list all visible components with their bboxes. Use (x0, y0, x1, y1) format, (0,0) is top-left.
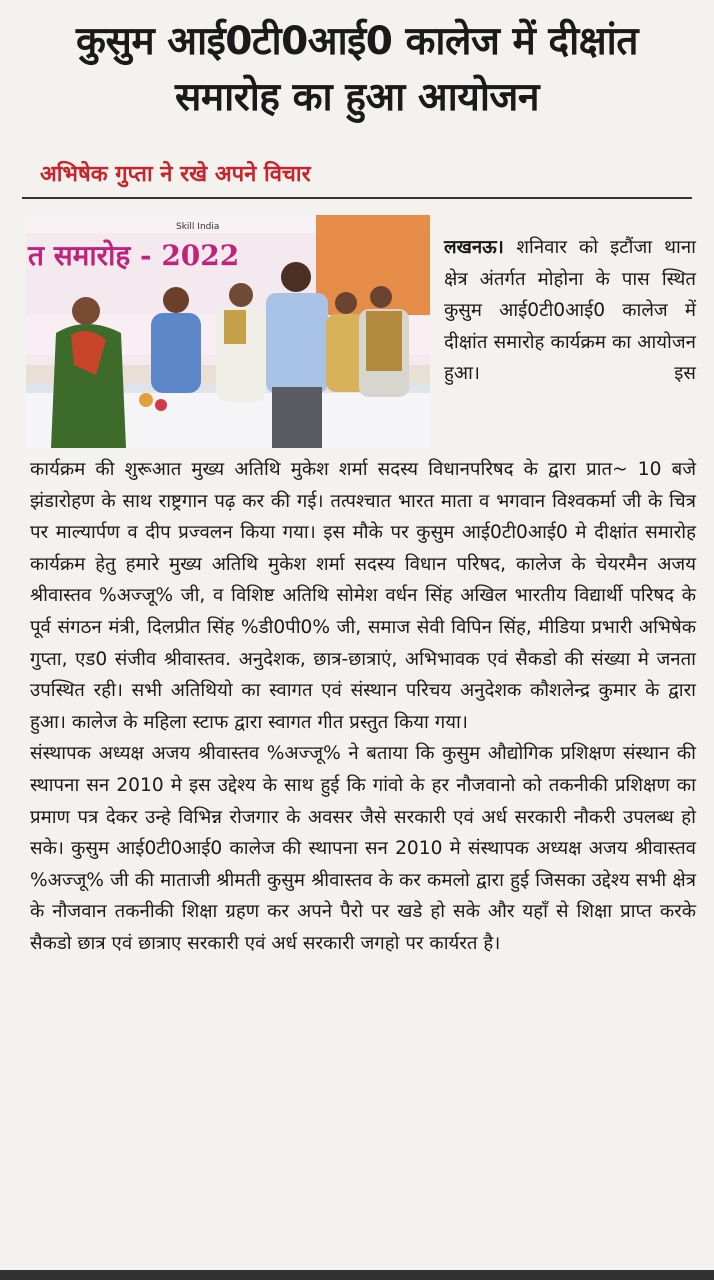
event-photo (26, 215, 430, 448)
divider-rule (22, 197, 692, 199)
subheadline: अभिषेक गुप्ता ने रखे अपने विचार (40, 162, 311, 187)
lede-text: शनिवार को इटौंजा थाना क्षेत्र अंतर्गत मोहोना के पास स्थित कुसुम आई0टी0आई0 कालेज में दीक्षांत समारोह कार्यक्रम का आयोजन हुआ। इस (444, 237, 696, 385)
skill-india-logo: Skill India (176, 222, 220, 232)
lede-paragraph (444, 232, 696, 390)
headline (18, 14, 696, 126)
headline-line-1: कुसुम आई0टी0आई0 कालेज में दीक्षांत (76, 19, 638, 64)
event-photo-illustration (26, 215, 430, 448)
paragraph-1: कार्यक्रम की शुरूआत मुख्य अतिथि मुकेश शर्मा सदस्य विधानपरिषद के द्वारा प्रात~ 10 बजे झंडारोहण के साथ राष्ट्रगान पढ़ कर की गई। तत्पश्चात भारत माता व भगवान विश्वकर्मा जी के चित्र पर माल्यार्पण व दीप प्रज्वलन किया गया। इस मौके पर कुसुम आई0टी0आई0 मे दीक्षांत समारोह कार्यक्रम हेतु हमारे मुख्य अतिथि मुकेश शर्मा सदस्य विधान परिषद, कालेज के चेयरमैन अजय श्रीवास्तव %अज्जू% जी, व विशिष्ट अतिथि सोमेश वर्धन सिंह अखिल भारतीय विद्यार्थी परिषद के पूर्व संगठन मंत्री, दिलप्रीत सिंह %डी0पी0% जी, समाज सेवी विपिन सिंह, मीडिया प्रभारी अभिषेक गुप्ता, एड0 संजीव श्रीवास्तव. अनुदेशक, छात्र-छात्राएं, अभिभावक एवं सैकडो की संख्या मे जनता उपस्थित रही। सभी अतिथियो का स्वागत एवं संस्थान परिचय अनुदेशक कौशलेन्द्र कुमार के द्वारा हुआ। कालेज के महिला स्टाफ द्वारा स्वागत गीत प्रस्तुत किया गया। (30, 459, 696, 733)
article-body (30, 454, 696, 960)
paragraph-2: संस्थापक अध्यक्ष अजय श्रीवास्तव %अज्जू% ने बताया कि कुसुम औद्योगिक प्रशिक्षण संस्थान की स्थापना सन 2010 मे इस उद्देश्य के साथ हुई कि गांवो के हर नौजवानो को तकनीकी प्रशिक्षण का प्रमाण पत्र देकर उन्हे विभिन्न रोजगार के अवसर जैसे सरकारी एवं अर्ध सरकारी नौकरी उपलब्ध हो सके। कुसुम आई0टी0आई0 कालेज की स्थापना सन 2010 मे संस्थापक अध्यक्ष अजय श्रीवास्तव %अज्जू% जी की माताजी श्रीमती कुसुम श्रीवास्तव के कर कमलो द्वारा हुई जिसका उद्देश्य सभी क्षेत्र के नौजवान तकनीकी शिक्षा ग्रहण कर अपने पैरो पर खडे हो सके और यहाँ से शिक्षा प्राप्त करके सैकडो छात्र एवं छात्राए सरकारी एवं अर्ध सरकारी जगहो पर कार्यरत है। (30, 743, 696, 954)
headline-line-2: समारोह का हुआ आयोजन (174, 75, 540, 120)
next-article-cutoff (0, 1270, 714, 1280)
banner-title: त समारोह - 2022 (28, 239, 240, 272)
dateline: लखनऊ। (444, 237, 517, 258)
